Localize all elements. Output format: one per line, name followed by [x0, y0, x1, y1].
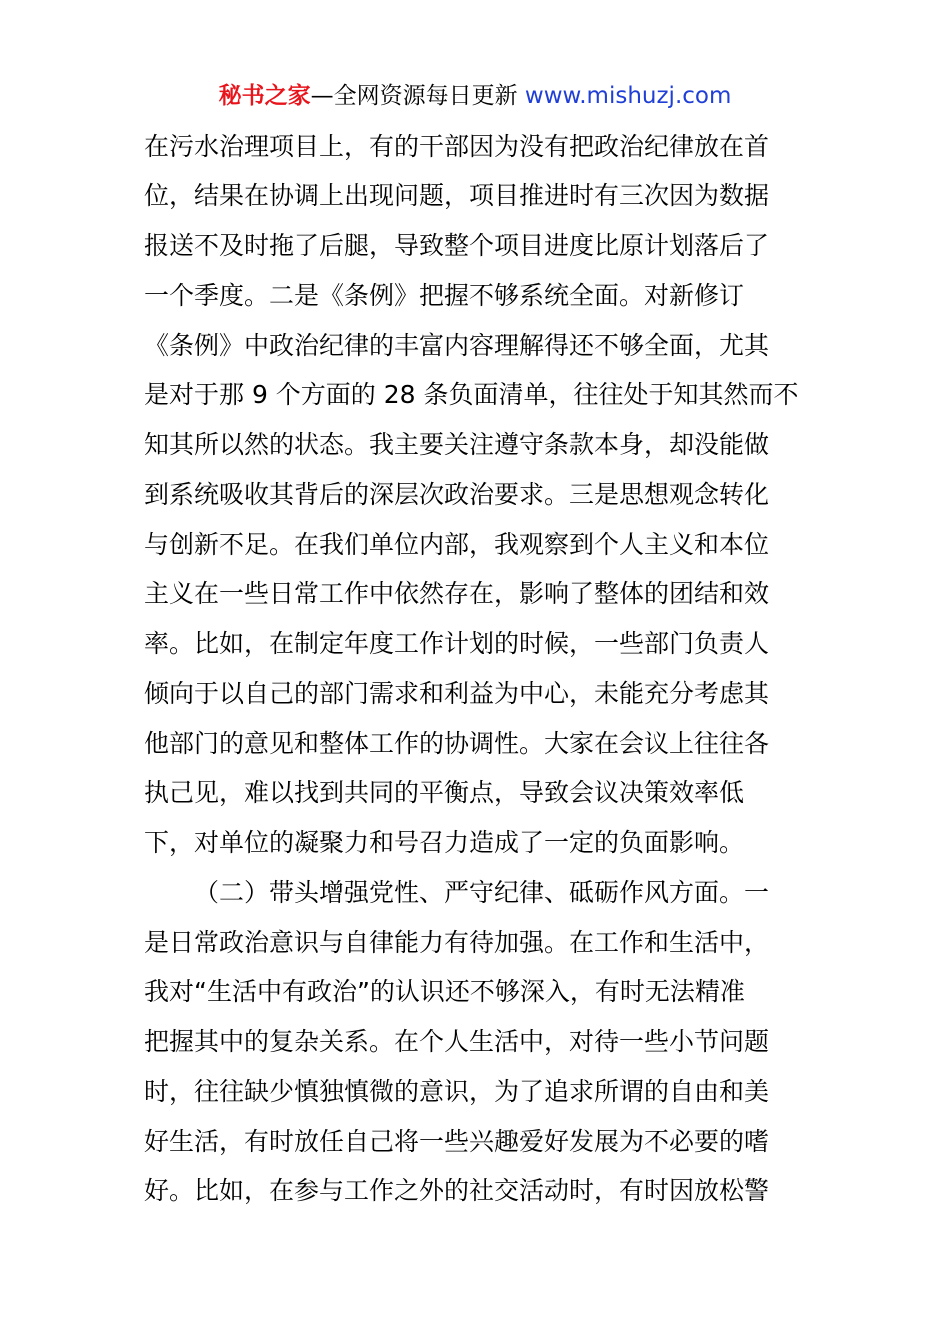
text-line: 报送不及时拖了后腿，导致整个项目进度比原计划落后了 [144, 231, 770, 260]
text-line: 位，结果在协调上出现问题，项目推进时有三次因为数据 [144, 181, 770, 210]
text-line: 主义在一些日常工作中依然存在，影响了整体的团结和效 [144, 579, 770, 608]
site-header [0, 80, 950, 112]
text-line: 好。比如，在参与工作之外的社交活动时，有时因放松警 [144, 1176, 770, 1205]
text-line: 我对“生活中有政治”的认识还不够深入，有时无法精准 [144, 977, 745, 1006]
site-url-link[interactable]: www.mishuzj.com [524, 83, 732, 109]
text-line: 时，往往缺少慎独慎微的意识，为了追求所谓的自由和美 [144, 1077, 770, 1106]
text-line: 是对于那 9 个方面的 28 条负面清单，往往处于知其然而不 [144, 380, 799, 409]
text-line: 与创新不足。在我们单位内部，我观察到个人主义和本位 [144, 530, 770, 559]
text-line: 下，对单位的凝聚力和号召力造成了一定的负面影响。 [144, 828, 745, 857]
text-line: 好生活，有时放任自己将一些兴趣爱好发展为不必要的嗜 [144, 1127, 770, 1156]
text-line: 到系统吸收其背后的深层次政治要求。三是思想观念转化 [144, 480, 770, 509]
text-line: 一个季度。二是《条例》把握不够系统全面。对新修订 [144, 281, 745, 310]
text-line: 率。比如，在制定年度工作计划的时候，一些部门负责人 [144, 629, 770, 658]
text-line: 在污水治理项目上，有的干部因为没有把政治纪律放在首 [144, 132, 770, 161]
text-line: 倾向于以自己的部门需求和利益为中心，未能充分考虑其 [144, 679, 770, 708]
text-line: 把握其中的复杂关系。在个人生活中，对待一些小节问题 [144, 1027, 770, 1056]
brand-name: 秘书之家 [218, 83, 311, 109]
text-line: 是日常政治意识与自律能力有待加强。在工作和生活中， [144, 928, 770, 957]
text-line: 他部门的意见和整体工作的协调性。大家在会议上往往各 [144, 729, 770, 758]
header-tagline: —全网资源每日更新 [310, 83, 525, 109]
text-line: 知其所以然的状态。我主要关注遵守条款本身，却没能做 [144, 430, 770, 459]
text-line: 执己见，难以找到共同的平衡点，导致会议决策效率低 [144, 778, 745, 807]
text-line: 《条例》中政治纪律的丰富内容理解得还不够全面，尤其 [144, 331, 770, 360]
section-heading-line: （二）带头增强党性、严守纪律、砥砺作风方面。一 [194, 878, 770, 907]
